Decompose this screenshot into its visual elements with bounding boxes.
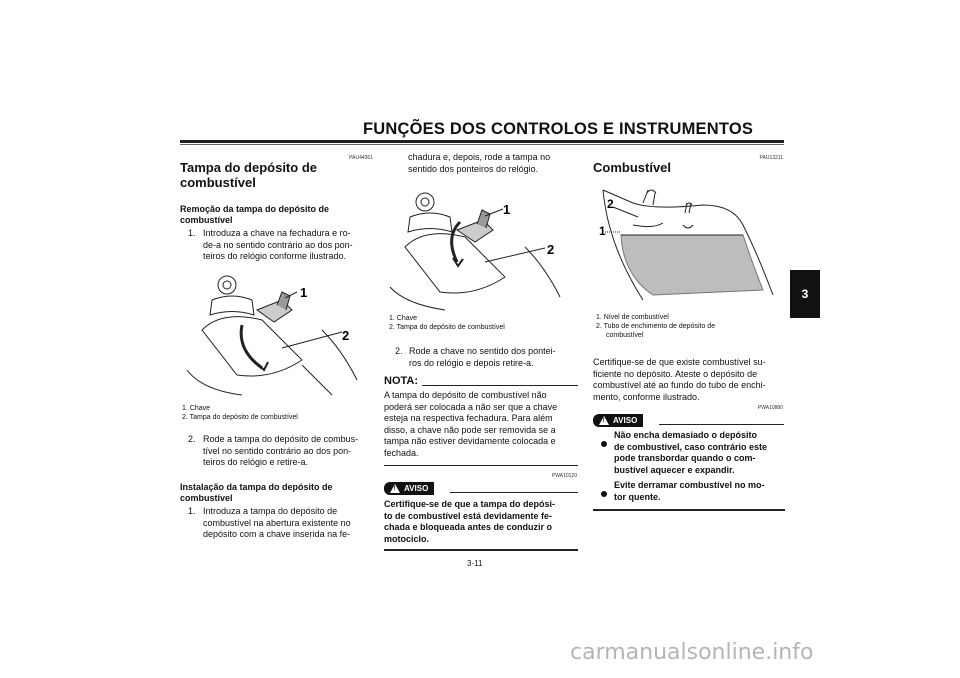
note-text bbox=[384, 390, 578, 459]
caption-line: 1. Chave bbox=[182, 405, 211, 412]
text-line: tampa não estiver devidamente colocada e bbox=[384, 436, 556, 446]
step-text bbox=[409, 346, 579, 369]
section-title: Combustível bbox=[593, 160, 672, 175]
section-title-line: combustível bbox=[180, 175, 256, 190]
chapter-tab: 3 bbox=[790, 270, 820, 318]
fuel-cap-removal-illustration bbox=[182, 270, 377, 400]
text-line: Não encha demasiado o depósito bbox=[614, 430, 758, 440]
figure-caption bbox=[182, 404, 298, 422]
section-title-line: Tampa do depósito de bbox=[180, 160, 317, 175]
callout-1: 1 bbox=[599, 224, 606, 238]
subheading-line: combustível bbox=[180, 493, 233, 503]
subheading-line: Remoção da tampa do depósito de bbox=[180, 204, 330, 214]
caption-line: 1. Chave bbox=[389, 315, 418, 322]
text-line: tível no sentido contrário ao dos pon- bbox=[203, 445, 352, 456]
step-text bbox=[203, 228, 375, 263]
figure-caption bbox=[596, 313, 715, 340]
callout-2: 2 bbox=[607, 197, 614, 211]
note-label: NOTA: bbox=[384, 375, 419, 387]
ref-code: PAU13211 bbox=[759, 155, 783, 161]
text-line: Introduza a chave na fechadura e ro- bbox=[203, 228, 351, 238]
text-line: teiros do relógio conforme ilustrado. bbox=[203, 251, 347, 261]
text-line: mento, conforme ilustrado. bbox=[593, 391, 700, 402]
warning-label: AVISO bbox=[404, 484, 429, 493]
text-line: Evite derramar combustível no mo- bbox=[614, 480, 765, 490]
caption-line: 2. Tubo de enchimento de depósito de bbox=[596, 323, 716, 330]
header-rule-thin bbox=[180, 144, 784, 145]
text-line: Introduza a tampa do depósito de bbox=[203, 506, 338, 516]
text-line: combustível na abertura existente no bbox=[203, 517, 351, 528]
fuel-level-illustration bbox=[593, 185, 785, 305]
note-end-rule bbox=[384, 465, 578, 466]
callout-2: 2 bbox=[342, 328, 350, 343]
text-line: pode transbordar quando o com- bbox=[614, 453, 756, 463]
text-line: esteja na respectiva fechadura. Para além bbox=[384, 413, 553, 423]
page-number: 3-11 bbox=[467, 559, 483, 568]
body-text bbox=[593, 357, 785, 403]
text-line: ficiente no depósito. Ateste o depósito de bbox=[593, 368, 758, 379]
subheading-removal bbox=[180, 204, 329, 226]
exclamation-icon: ! bbox=[602, 418, 605, 424]
warning-end-rule bbox=[593, 509, 785, 511]
text-line: de-a no sentido contrário ao dos pon- bbox=[203, 239, 353, 250]
text-line: Certifique-se de que a tampa do depósi- bbox=[384, 499, 556, 509]
bullet-dot bbox=[601, 484, 607, 502]
ref-code: PWA10880 bbox=[757, 405, 783, 411]
text-line: bustível aquecer e expandir. bbox=[614, 464, 735, 475]
text-line: Rode a chave no sentido dos pontei- bbox=[409, 346, 556, 356]
text-line: chadura e, depois, rode a tampa no bbox=[408, 152, 551, 162]
caption-line: combustível bbox=[606, 332, 644, 339]
callout-1: 1 bbox=[300, 285, 308, 300]
warning-badge bbox=[593, 414, 643, 427]
note-rule bbox=[422, 385, 578, 386]
step-text bbox=[203, 434, 375, 469]
caption-line: 2. Tampa do depósito de combustível bbox=[389, 324, 505, 331]
warning-badge bbox=[384, 482, 434, 495]
text-line: tor quente. bbox=[614, 491, 661, 502]
text-line: disso, a chave não pode ser removida se a bbox=[384, 424, 556, 435]
text-line: motociclo. bbox=[384, 533, 430, 544]
watermark: carmanualsonline.info bbox=[570, 640, 814, 665]
warning-rule bbox=[659, 424, 784, 425]
subheading-installation bbox=[180, 482, 333, 504]
caption-line: 2. Tampa do depósito de combustível bbox=[182, 414, 298, 421]
warning-text bbox=[384, 499, 578, 545]
text-line: to de combustível está devidamente fe- bbox=[384, 510, 553, 521]
text-line: depósito com a chave inserida na fe- bbox=[203, 529, 351, 539]
step-number: 1. bbox=[188, 506, 196, 516]
text-line: A tampa do depósito de combustível não bbox=[384, 390, 547, 400]
ref-code: PAU44361 bbox=[349, 155, 373, 161]
text-line: poderá ser colocada a não ser que a chave bbox=[384, 401, 558, 412]
ref-code: PWA10120 bbox=[551, 473, 577, 479]
text-line: fechada. bbox=[384, 447, 419, 458]
warning-end-rule bbox=[384, 549, 578, 551]
bullet-dot bbox=[601, 434, 607, 452]
subheading-line: combustível bbox=[180, 215, 233, 225]
text-line: teiros do relógio e retire-a. bbox=[203, 457, 309, 467]
section-title bbox=[180, 160, 317, 190]
warning-bullet bbox=[614, 430, 786, 476]
text-line: de combustível, caso contrário este bbox=[614, 441, 768, 452]
header-rule bbox=[180, 140, 784, 143]
warning-rule bbox=[450, 492, 578, 493]
text-line: Rode a tampa do depósito de combus- bbox=[203, 434, 359, 444]
fuel-cap-installation-illustration bbox=[385, 182, 577, 312]
text-line: combustível até ao fundo do tubo de enchi- bbox=[593, 380, 766, 390]
page-title: FUNÇÕES DOS CONTROLOS E INSTRUMENTOS bbox=[363, 120, 754, 138]
step-number: 2. bbox=[188, 434, 196, 444]
subheading-line: Instalação da tampa do depósito de bbox=[180, 482, 333, 492]
text-line: sentido dos ponteiros do relógio. bbox=[408, 163, 539, 174]
step-text bbox=[203, 506, 375, 541]
callout-1: 1 bbox=[503, 202, 511, 217]
text-line: chada e bloqueada antes de conduzir o bbox=[384, 522, 553, 532]
continued-text bbox=[403, 152, 580, 175]
warning-bullet bbox=[614, 480, 786, 503]
step-number: 1. bbox=[188, 228, 196, 238]
step-number: 2. bbox=[395, 346, 403, 356]
text-line: ros do relógio e depois retire-a. bbox=[409, 357, 534, 368]
warning-label: AVISO bbox=[613, 416, 638, 425]
callout-2: 2 bbox=[547, 242, 555, 257]
figure-caption bbox=[389, 314, 505, 332]
text-line: Certifique-se de que existe combustível su- bbox=[593, 357, 766, 367]
caption-line: 1. Nível de combustível bbox=[596, 314, 669, 321]
exclamation-icon: ! bbox=[393, 486, 396, 492]
